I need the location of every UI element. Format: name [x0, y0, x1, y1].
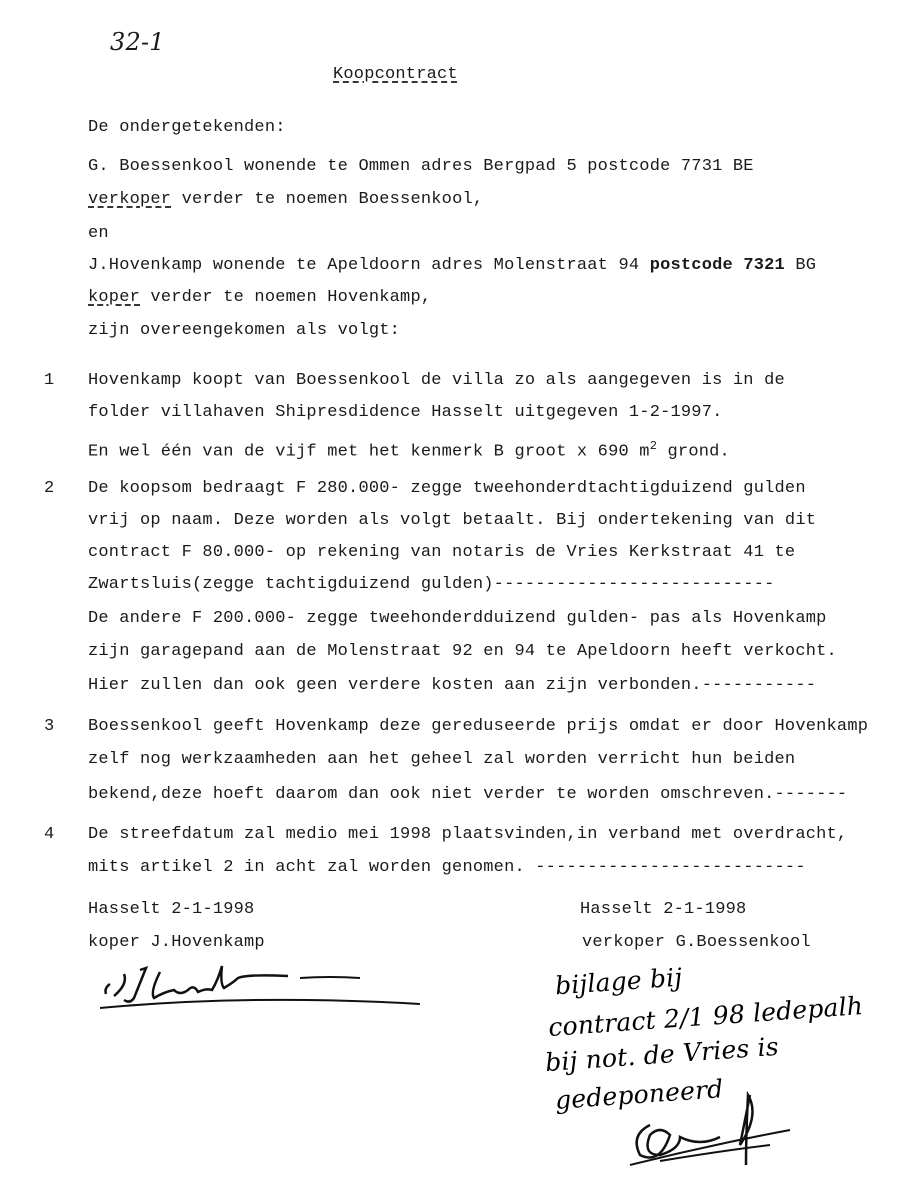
article-line: contract F 80.000- op rekening van notaris de Vries Kerkstraat 41 te [88, 543, 796, 562]
buyer-role-line [88, 288, 431, 308]
buyer-role: koper [88, 288, 141, 307]
article-number: 1 [44, 371, 55, 390]
article-line: vrij op naam. Deze worden als volgt betaalt. Bij ondertekening van dit [88, 511, 817, 530]
buyer-signature-label: koper J.Hovenkamp [88, 933, 265, 952]
buyer-postcode: postcode 7321 [649, 256, 785, 275]
agreed-line: zijn overeengekomen als volgt: [88, 321, 401, 340]
article-line-text: En wel één van de vijf met het kenmerk B groot x 690 m [88, 442, 650, 462]
article-number: 2 [44, 479, 55, 498]
buyer-line-text: J.Hovenkamp wonende te Apeldoorn adres Molenstraat 94 [88, 256, 650, 275]
article-line: De koopsom bedraagt F 280.000- zegge tweehonderdtachtigduizend gulden [88, 479, 806, 498]
intro-heading: De ondergetekenden: [88, 118, 286, 137]
handwritten-note-line: contract 2/1 98 ledepalh [547, 991, 864, 1042]
article-line: zelf nog werkzaamheden aan het geheel zal worden verricht hun beiden [88, 750, 796, 769]
seller-role-line [88, 190, 483, 210]
seller-signature [620, 1085, 800, 1175]
article-line: Hier zullen dan ook geen verdere kosten aan zijn verbonden.----------- [88, 676, 817, 695]
article-number: 3 [44, 717, 55, 736]
article-line: Boessenkool geeft Hovenkamp deze gereduseerde prijs omdat er door Hovenkamp [88, 717, 869, 736]
buyer-place-date: Hasselt 2-1-1998 [88, 900, 255, 919]
article-line-text: grond. [657, 442, 730, 462]
document-title: Koopcontract [333, 65, 458, 84]
buyer-role-rest: verder te noemen Hovenkamp, [140, 288, 432, 307]
article-line: Zwartsluis(zegge tachtigduizend gulden)--------------------------- [88, 575, 775, 594]
article-number: 4 [44, 825, 55, 844]
superscript: 2 [649, 439, 658, 453]
handwritten-note-line: gedeponeerd [554, 1074, 725, 1115]
seller-role-rest: verder te noemen Boessenkool, [171, 190, 484, 209]
seller-place-date: Hasselt 2-1-1998 [580, 900, 747, 919]
buyer-line [88, 256, 816, 276]
page-number: 32-1 [110, 28, 165, 56]
article-line: mits artikel 2 in acht zal worden genomen. -------------------------- [88, 858, 806, 877]
article-line: De andere F 200.000- zegge tweehonderdduizend gulden- pas als Hovenkamp [88, 609, 827, 628]
article-line: folder villahaven Shipresdidence Hasselt uitgegeven 1-2-1997. [88, 403, 723, 422]
seller-role: verkoper [88, 190, 172, 209]
handwritten-note-line: bij not. de Vries is [544, 1031, 780, 1078]
handwritten-note-line: bijlage bij [554, 962, 684, 1001]
article-line [88, 436, 730, 463]
buyer-postcode-suffix: BG [784, 256, 817, 275]
article-line: Hovenkamp koopt van Boessenkool de villa zo als aangegeven is in de [88, 371, 785, 390]
buyer-signature [90, 960, 430, 1020]
article-line: zijn garagepand aan de Molenstraat 92 en 94 te Apeldoorn heeft verkocht. [88, 642, 837, 661]
article-line: De streefdatum zal medio mei 1998 plaatsvinden,in verband met overdracht, [88, 825, 848, 844]
and-word: en [88, 224, 109, 243]
seller-signature-label: verkoper G.Boessenkool [582, 933, 811, 952]
article-line: bekend,deze hoeft daarom dan ook niet verder te worden omschreven.------- [88, 785, 848, 804]
seller-line: G. Boessenkool wonende te Ommen adres Bergpad 5 postcode 7731 BE [88, 157, 754, 176]
